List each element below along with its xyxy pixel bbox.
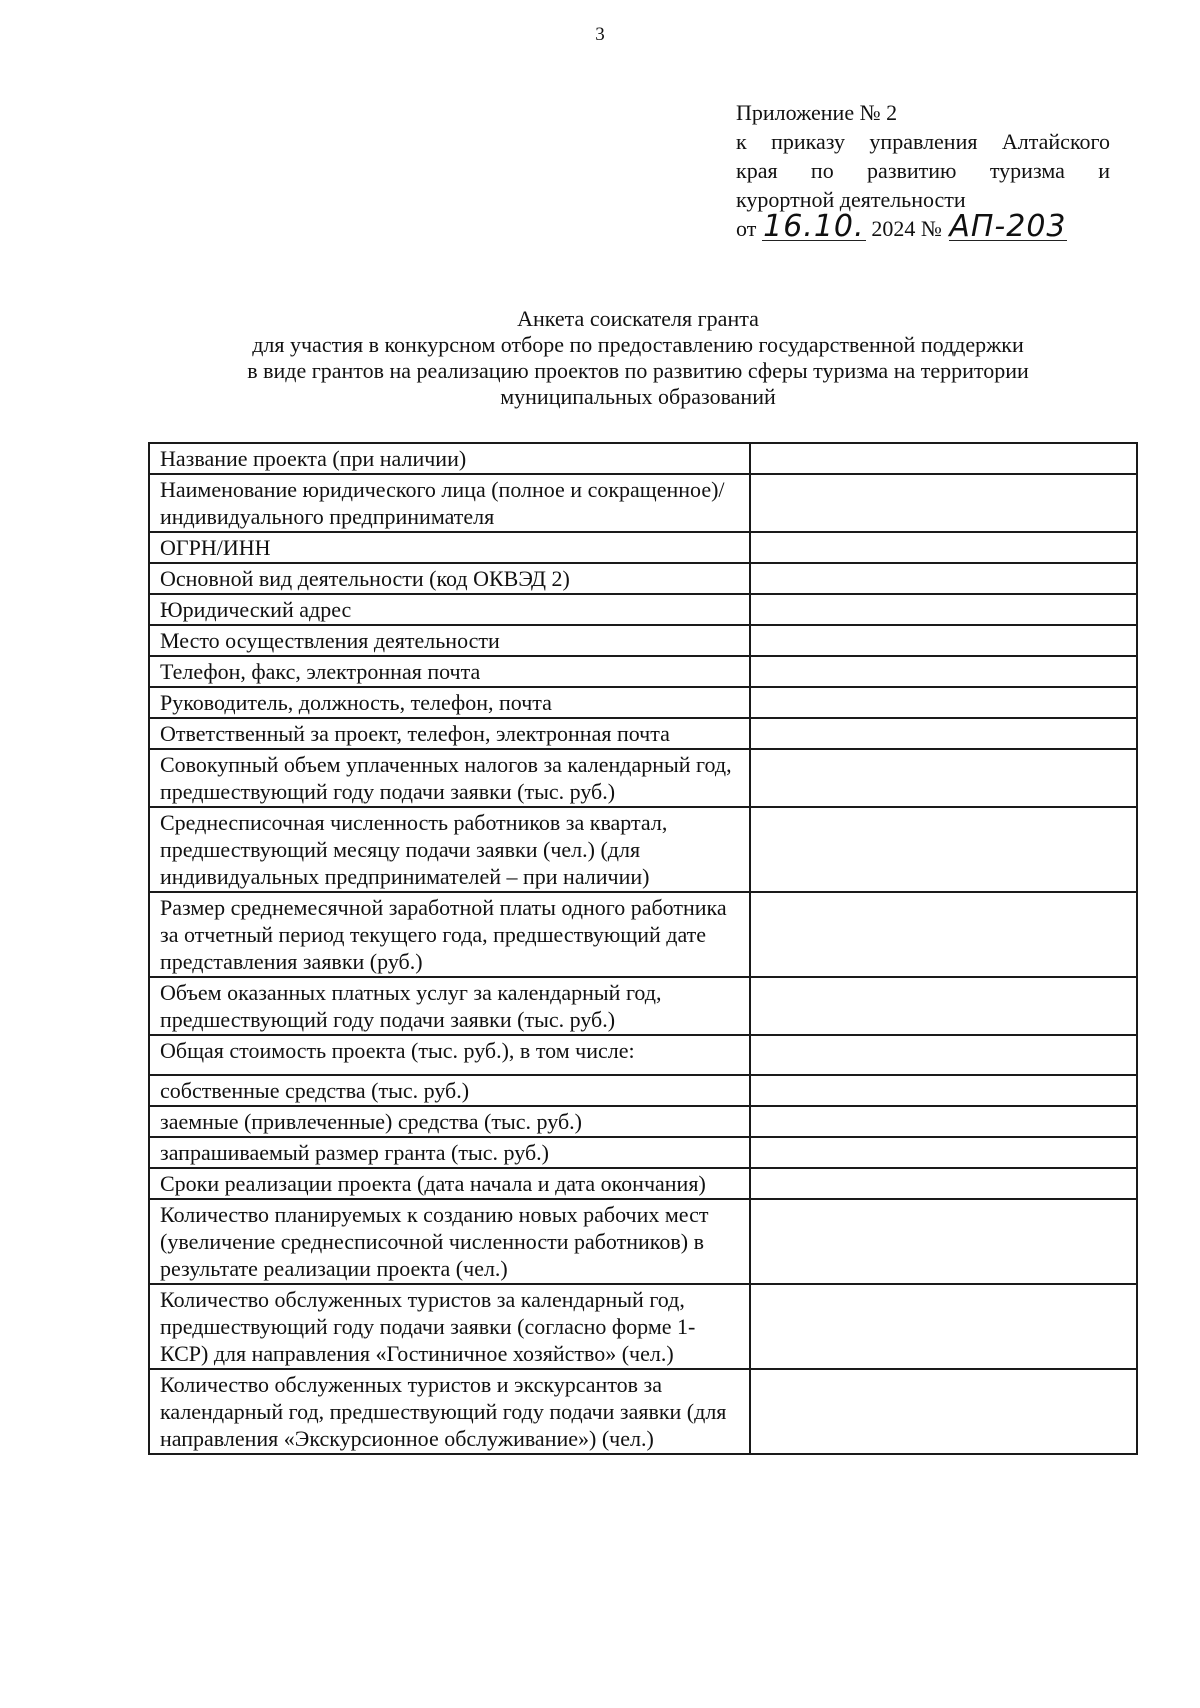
form-row: [149, 1137, 1137, 1168]
form-row: [149, 594, 1137, 625]
appendix-order-line: к приказу управления Алтайского: [736, 129, 1110, 154]
form-field-label: Ответственный за проект, телефон, электронная почта: [149, 718, 750, 749]
form-field-value[interactable]: [750, 718, 1137, 749]
form-field-value[interactable]: [750, 594, 1137, 625]
form-field-label: Среднесписочная численность работников за квартал, предшествующий месяцу подачи заявки (чел.) (для индивидуальных предпринимателей – при наличии): [149, 807, 750, 892]
form-field-label: Количество обслуженных туристов и экскурсантов за календарный год, предшествующий году подачи заявки (для направления «Экскурсионное обслуживание») (чел.): [149, 1369, 750, 1454]
form-field-value[interactable]: [750, 1369, 1137, 1454]
application-form-table: [148, 442, 1138, 1455]
handwritten-order-number: АП-203: [949, 209, 1067, 244]
form-row: [149, 1369, 1137, 1454]
date-prefix: от: [736, 216, 757, 241]
form-row: [149, 563, 1137, 594]
form-field-value[interactable]: [750, 656, 1137, 687]
form-field-value[interactable]: [750, 807, 1137, 892]
form-field-label: Сроки реализации проекта (дата начала и дата окончания): [149, 1168, 750, 1199]
form-field-value[interactable]: [750, 1075, 1137, 1106]
form-field-label: заемные (привлеченные) средства (тыс. руб.): [149, 1106, 750, 1137]
appendix-title: Приложение № 2: [736, 100, 898, 125]
form-field-value[interactable]: [750, 1168, 1137, 1199]
title-line-2: для участия в конкурсном отборе по предоставлению государственной поддержки: [252, 332, 1024, 357]
form-field-value[interactable]: [750, 1035, 1137, 1075]
form-field-label: Телефон, факс, электронная почта: [149, 656, 750, 687]
form-row: [149, 532, 1137, 563]
form-field-value[interactable]: [750, 1137, 1137, 1168]
form-row: [149, 1106, 1137, 1137]
form-field-value[interactable]: [750, 749, 1137, 807]
form-field-value[interactable]: [750, 443, 1137, 474]
form-field-label: Название проекта (при наличии): [149, 443, 750, 474]
form-field-label: ОГРН/ИНН: [149, 532, 750, 563]
form-field-value[interactable]: [750, 532, 1137, 563]
form-field-value[interactable]: [750, 892, 1137, 977]
title-line-4: муниципальных образований: [500, 384, 776, 409]
form-field-value[interactable]: [750, 687, 1137, 718]
title-line-3: в виде грантов на реализацию проектов по развитию сферы туризма на территории: [247, 358, 1029, 383]
form-row: [149, 1199, 1137, 1284]
form-field-value[interactable]: [750, 1284, 1137, 1369]
form-row: [149, 443, 1137, 474]
form-field-label: Юридический адрес: [149, 594, 750, 625]
form-field-value[interactable]: [750, 977, 1137, 1035]
form-row: [149, 1284, 1137, 1369]
form-field-label: Совокупный объем уплаченных налогов за календарный год, предшествующий году подачи заявки (тыс. руб.): [149, 749, 750, 807]
form-row: [149, 687, 1137, 718]
appendix-header: [736, 98, 1110, 243]
handwritten-date: 16.10.: [763, 209, 865, 244]
form-table-body: [149, 443, 1137, 1454]
appendix-authority-line: края по развитию туризма и: [736, 158, 1110, 183]
appendix-authority-line-2: курортной деятельности: [736, 187, 966, 212]
form-field-label: Количество планируемых к созданию новых рабочих мест (увеличение среднесписочной численности работников) в результате реализации проекта (чел.): [149, 1199, 750, 1284]
document-title: [0, 306, 1200, 410]
form-field-label: Общая стоимость проекта (тыс. руб.), в том числе:: [149, 1035, 750, 1075]
form-row: [149, 1075, 1137, 1106]
form-field-value[interactable]: [750, 563, 1137, 594]
form-row: [149, 1035, 1137, 1075]
order-year: 2024 №: [871, 216, 942, 241]
form-field-label: Основной вид деятельности (код ОКВЭД 2): [149, 563, 750, 594]
form-row: [149, 892, 1137, 977]
form-field-label: Объем оказанных платных услуг за календарный год, предшествующий году подачи заявки (тыс. руб.): [149, 977, 750, 1035]
order-date-line: [736, 209, 1110, 244]
form-field-label: Руководитель, должность, телефон, почта: [149, 687, 750, 718]
form-row: [149, 749, 1137, 807]
form-row: [149, 718, 1137, 749]
form-field-label: Размер среднемесячной заработной платы одного работника за отчетный период текущего года, предшествующий дате представления заявки (руб.): [149, 892, 750, 977]
form-row: [149, 656, 1137, 687]
form-field-label: запрашиваемый размер гранта (тыс. руб.): [149, 1137, 750, 1168]
form-row: [149, 1168, 1137, 1199]
form-row: [149, 977, 1137, 1035]
form-field-label: собственные средства (тыс. руб.): [149, 1075, 750, 1106]
form-field-label: Количество обслуженных туристов за календарный год, предшествующий году подачи заявки (согласно форме 1-КСР) для направления «Гостиничное хозяйство» (чел.): [149, 1284, 750, 1369]
page-number: 3: [595, 24, 605, 45]
form-field-value[interactable]: [750, 1106, 1137, 1137]
form-field-label: Место осуществления деятельности: [149, 625, 750, 656]
form-field-value[interactable]: [750, 474, 1137, 532]
form-field-value[interactable]: [750, 1199, 1137, 1284]
form-row: [149, 807, 1137, 892]
form-field-value[interactable]: [750, 625, 1137, 656]
form-row: [149, 474, 1137, 532]
title-line-1: Анкета соискателя гранта: [517, 306, 759, 331]
form-field-label: Наименование юридического лица (полное и сокращенное)/индивидуального предпринимателя: [149, 474, 750, 532]
form-row: [149, 625, 1137, 656]
